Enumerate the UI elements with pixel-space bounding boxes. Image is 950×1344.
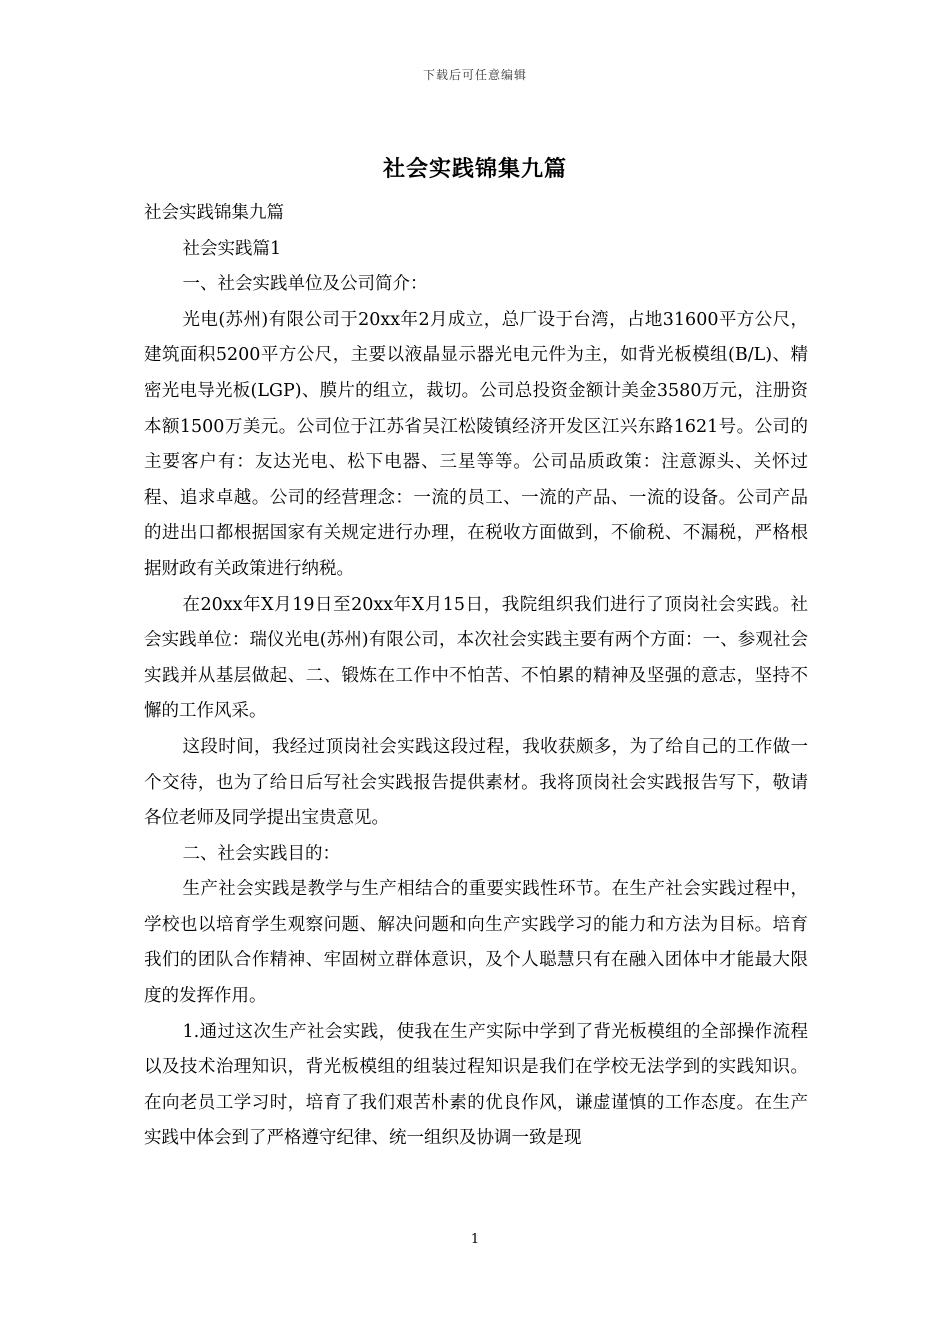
header-note: 下载后可任意编辑 (422, 68, 527, 82)
body-paragraph: 光电(苏州)有限公司于20xx年2月成立，总厂设于台湾，占地31600平方公尺，建筑面积5200平方公尺，主要以液晶显示器光电元件为主，如背光板模组(B/L)、精密光电导光板(LGP)、膜片的组立，裁切。公司总投资金额计美金3580万元，注册资本额1500万美元。公司位于江苏省吴江松陵镇经济开发区江兴东路1621号。公司的主要客户有：友达光电、松下电器、三星等等。公司品质政策：注意源头、关怀过程、追求卓越。公司的经营理念：一流的员工、一流的产品、一流的设备。公司产品的进出口都根据国家有关规定进行办理，在税收方面做到，不偷税、不漏税，严格根据财政有关政策进行纳税。 (144, 309, 808, 579)
section-heading: 二、社会实践目的： (182, 843, 340, 864)
body-paragraph: 这段时间，我经过顶岗社会实践这段过程，我收获颇多，为了给自己的工作做一个交待，也为了给日后写社会实践报告提供素材。我将顶岗社会实践报告写下，敬请各位老师及同学提出宝贵意见。 (144, 736, 808, 829)
subtitle-line: 社会实践锦集九篇 (144, 203, 284, 223)
document-title: 社会实践锦集九篇 (382, 156, 567, 182)
body-paragraph: 在20xx年X月19日至20xx年X月15日，我院组织我们进行了顶岗社会实践。社会实践单位：瑞仪光电(苏州)有限公司，本次社会实践主要有两个方面：一、参观社会实践并从基层做起、二、锻炼在工作中不怕苦、不怕累的精神及坚强的意志，坚持不懈的工作风采。 (144, 594, 808, 722)
section-heading: 社会实践篇1 (182, 238, 282, 259)
body-paragraph: 生产社会实践是教学与生产相结合的重要实践性环节。在生产社会实践过程中，学校也以培育学生观察问题、解决问题和向生产实践学习的能力和方法为目标。培育我们的团队合作精神、牢固树立群体意识，及个人聪慧只有在融入团体中才能最大限度的发挥作用。 (144, 879, 808, 1007)
body-paragraph: 1.通过这次生产社会实践，使我在生产实际中学到了背光板模组的全部操作流程以及技术治理知识，背光板模组的组装过程知识是我们在学校无法学到的实践知识。在向老员工学习时，培育了我们艰苦朴素的优良作风，谦虚谨慎的工作态度。在生产实践中体会到了严格遵守纪律、统一组织及协调一致是现 (144, 1021, 808, 1149)
page-number: 1 (470, 1232, 480, 1247)
section-heading: 一、社会实践单位及公司简介： (182, 274, 428, 295)
document-body (144, 196, 808, 1157)
